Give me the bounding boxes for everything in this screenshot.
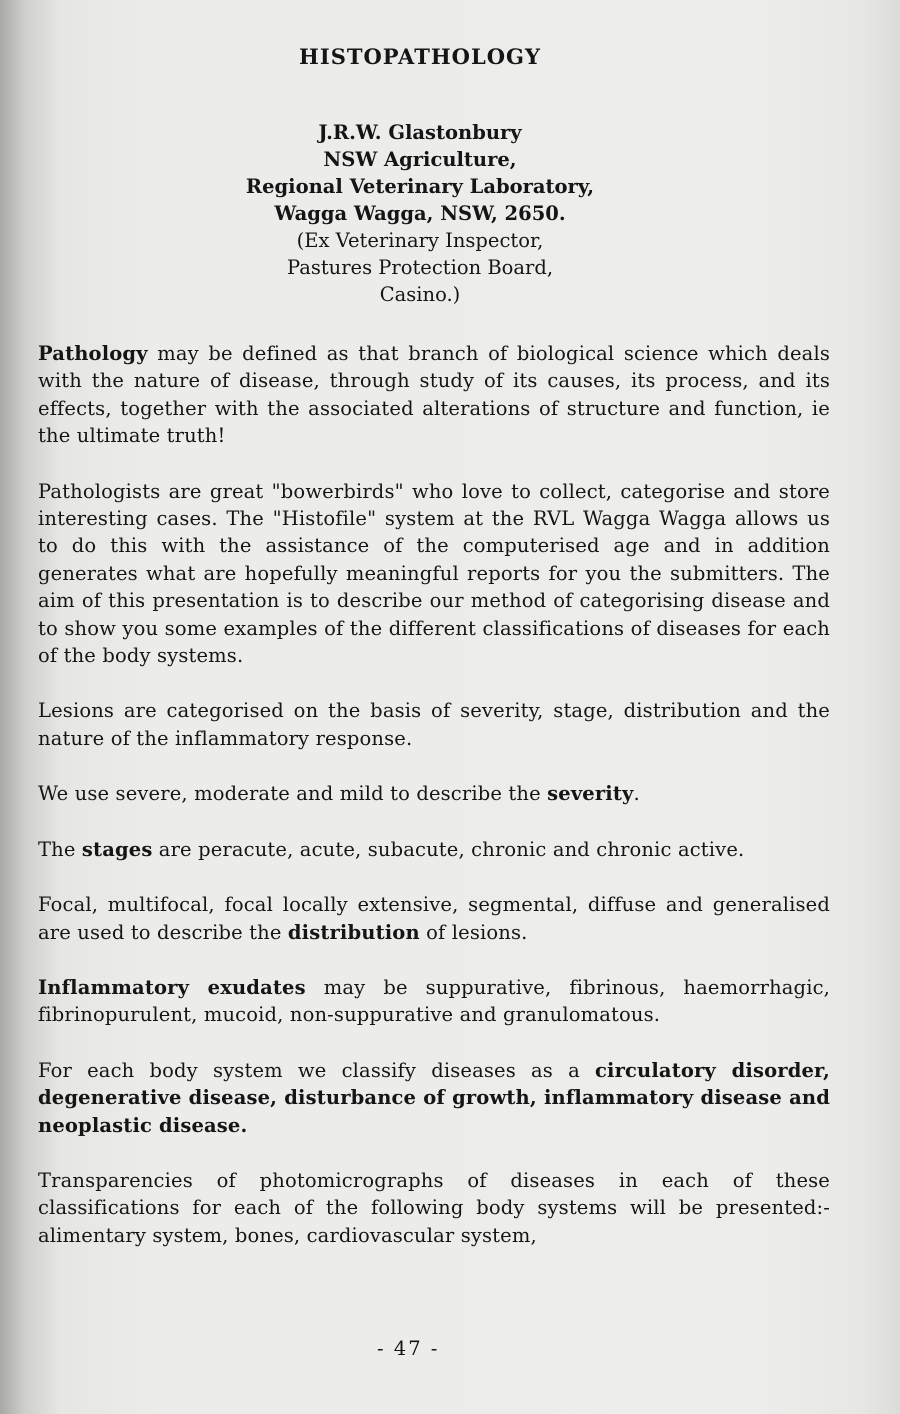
paragraph-text: For each body system we classify diseases as a bbox=[38, 1058, 595, 1082]
paragraph-text: . bbox=[633, 782, 640, 806]
page-number: - 47 - bbox=[377, 1337, 440, 1360]
document-page bbox=[38, 44, 830, 1249]
author-name: J.R.W. Glastonbury bbox=[318, 121, 522, 144]
paragraph-text: We use severe, moderate and mild to describe the bbox=[38, 782, 548, 806]
paragraph-bold-term: circulatory disorder, degenerative disease, disturbance of growth, inflammatory disease and neoplastic disease. bbox=[38, 1058, 830, 1137]
paragraph-text: are peracute, acute, subacute, chronic and chronic active. bbox=[152, 837, 745, 861]
author-former-role: (Ex Veterinary Inspector, bbox=[296, 229, 544, 252]
author-block bbox=[10, 119, 830, 308]
paragraph-severity bbox=[38, 780, 830, 807]
paragraph-text: Focal, multifocal, focal locally extensive, segmental, diffuse and generalised are used to describe the bbox=[38, 893, 830, 944]
page-title: HISTOPATHOLOGY bbox=[299, 44, 541, 69]
author-organisation: NSW Agriculture, bbox=[323, 148, 517, 171]
paragraph-stages bbox=[38, 836, 830, 863]
paragraph-bold-term: distribution bbox=[287, 920, 420, 944]
paragraph-transparencies bbox=[38, 1167, 830, 1249]
paragraph-lesion-categories bbox=[38, 697, 830, 752]
author-former-board: Pastures Protection Board, bbox=[286, 256, 554, 279]
author-address: Wagga Wagga, NSW, 2650. bbox=[274, 202, 566, 225]
paragraph-text: Lesions are categorised on the basis of severity, stage, distribution and the nature of the inflammatory response. bbox=[38, 699, 830, 750]
paragraph-pathology-definition bbox=[38, 340, 830, 450]
paragraph-bold-term: stages bbox=[81, 837, 153, 861]
paragraph-histofile bbox=[38, 478, 830, 670]
paragraph-text: The bbox=[38, 837, 82, 861]
author-former-location: Casino.) bbox=[379, 283, 461, 306]
paragraph-text: Transparencies of photomicrographs of diseases in each of these classifications for each of the following body systems will be presented:- alimentary system, bones, cardiovascular system, bbox=[38, 1168, 830, 1247]
paragraph-text: may be suppurative, fibrinous, haemorrhagic, fibrinopurulent, mucoid, non-suppurative and granulomatous. bbox=[38, 975, 830, 1027]
paragraph-text: of lesions. bbox=[419, 920, 528, 944]
paragraph-classification bbox=[38, 1057, 830, 1139]
paragraph-text: Pathologists are great "bowerbirds" who love to collect, categorise and store interesting cases. The "Histofile" system at the RVL Wagga Wagga allows us to do this with the assistance of the computerised age and in addition generates what are hopefully meaningful reports for you the submitters. The aim of this presentation is to describe our method of categorising disease and to show you some examples of the different classifications of diseases for each of the body systems. bbox=[38, 479, 830, 668]
paragraph-bold-term: Inflammatory exudates bbox=[38, 975, 306, 999]
paragraph-lead-term: Pathology bbox=[38, 342, 148, 365]
author-laboratory: Regional Veterinary Laboratory, bbox=[245, 175, 595, 198]
paragraph-distribution bbox=[38, 891, 830, 946]
paragraph-text: may be defined as that branch of biological science which deals with the nature of disease, through study of its causes, its process, and its effects, together with the associated alterations of structure and function, ie the ultimate truth! bbox=[38, 342, 830, 448]
paragraph-exudates bbox=[38, 974, 830, 1029]
paragraph-bold-term: severity bbox=[547, 782, 634, 806]
